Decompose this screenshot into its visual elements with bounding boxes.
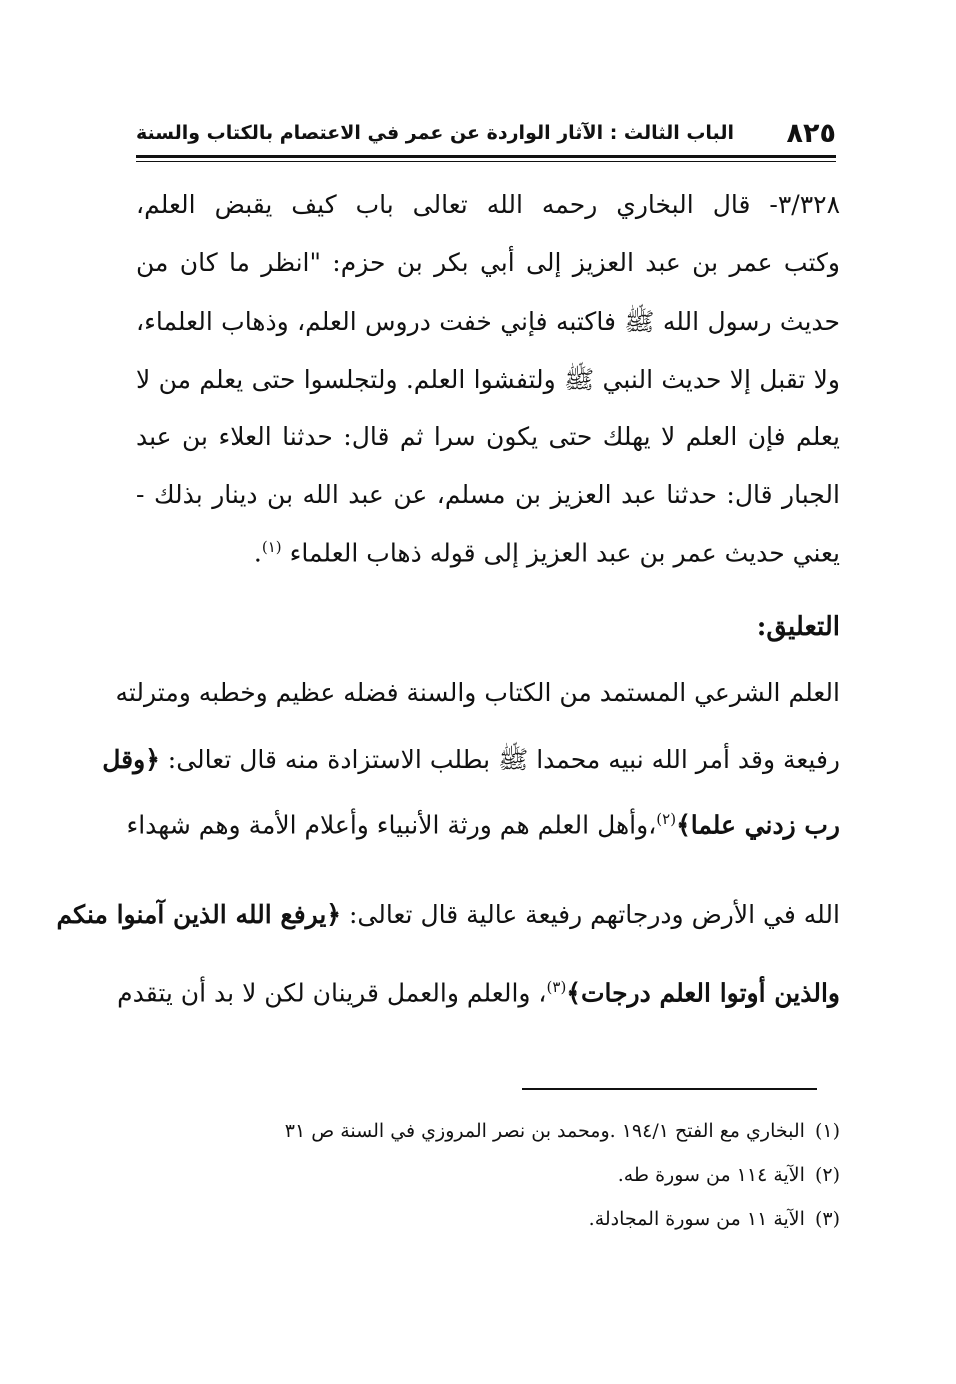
footnote-ref: (٢): [656, 810, 677, 828]
page-number: ٨٢٥: [786, 118, 836, 149]
narration-line: وكتب عمر بن عبد العزيز إلى أبي بكر بن حزم: "انظر ما كان من: [136, 248, 840, 277]
footnote-text: الآية ١١٤ من سورة طه.: [617, 1164, 805, 1186]
header-rule: [136, 155, 836, 158]
quran-quote: ﴿وقل: [102, 745, 160, 774]
commentary-text: ،وأهل العلم هم ورثة الأنبياء وأعلام الأمة وهم شهداء: [126, 810, 657, 840]
narration-line: ولا تقبل إلا حديث النبي ﷺ ولتفشوا العلم. ولتجلسوا حتى يعلم من لا: [136, 365, 840, 394]
footnote-number: (٣): [814, 1208, 840, 1230]
narration-line-text: يعني حديث عمر بن عبد العزيز إلى قوله ذهاب العلماء: [289, 538, 840, 568]
footnote-separator: [522, 1088, 817, 1090]
narration-line-last: [136, 538, 840, 567]
commentary-line: [56, 900, 840, 929]
quran-quote: رب زدني علما﴾: [676, 810, 840, 840]
commentary-text: رفيعة وقد أمر الله نبيه محمدا ﷺ بطلب الاستزادة منه قال تعالى:: [159, 745, 840, 774]
running-header: [136, 118, 836, 158]
footnote-text: الآية ١١ من سورة المجادلة.: [588, 1208, 805, 1230]
footnote-number: (٢): [814, 1164, 840, 1186]
narration-line: حديث رسول الله ﷺ فاكتبه فإني خفت دروس العلم، وذهاب العلماء،: [136, 307, 840, 336]
quran-quote: ﴿يرفع الله الذين آمنوا منكم: [56, 900, 342, 929]
footnote-2: [618, 1164, 840, 1186]
footnote-3: [589, 1208, 840, 1230]
footnote-1: [285, 1120, 840, 1142]
chapter-title: الباب الثالث : الآثار الواردة عن عمر في الاعتصام بالكتاب والسنة: [136, 122, 734, 144]
narration-line: يعلم فإن العلم لا يهلك حتى يكون سرا ثم قال: حدثنا العلاء بن عبد: [136, 422, 840, 451]
narration-line: ٣/٣٢٨- قال البخاري رحمه الله تعالى باب كيف يقبض العلم،: [136, 190, 840, 219]
footnote-ref: (٣): [546, 978, 567, 996]
narration-line: الجبار قال: حدثنا عبد العزيز بن مسلم، عن عبد الله بن دينار بذلك -: [136, 480, 840, 509]
header-rule-thin: [136, 161, 836, 162]
footnote-ref: (١): [261, 538, 282, 556]
footnote-text: البخاري مع الفتح ١٩٤/١ .ومحمد بن نصر المروزي في السنة ص ٣١: [284, 1120, 805, 1142]
commentary-text: ، والعلم والعمل قرينان لكن لا بد أن يتقدم: [117, 978, 547, 1008]
commentary-line: العلم الشرعي المستمد من الكتاب والسنة فضله عظيم وخطبه ومترلته: [115, 678, 840, 707]
commentary-text: الله في الأرض ودرجاتهم رفيعة عالية قال تعالى:: [341, 900, 840, 929]
commentary-line: [102, 744, 840, 781]
commentary-heading: التعليق:: [756, 612, 840, 642]
commentary-line: [126, 810, 840, 840]
quran-quote: والذين أوتوا العلم درجات﴾: [566, 978, 840, 1008]
narration-end-mark: .: [253, 538, 262, 568]
footnote-number: (١): [814, 1120, 840, 1142]
commentary-line: [117, 978, 840, 1008]
